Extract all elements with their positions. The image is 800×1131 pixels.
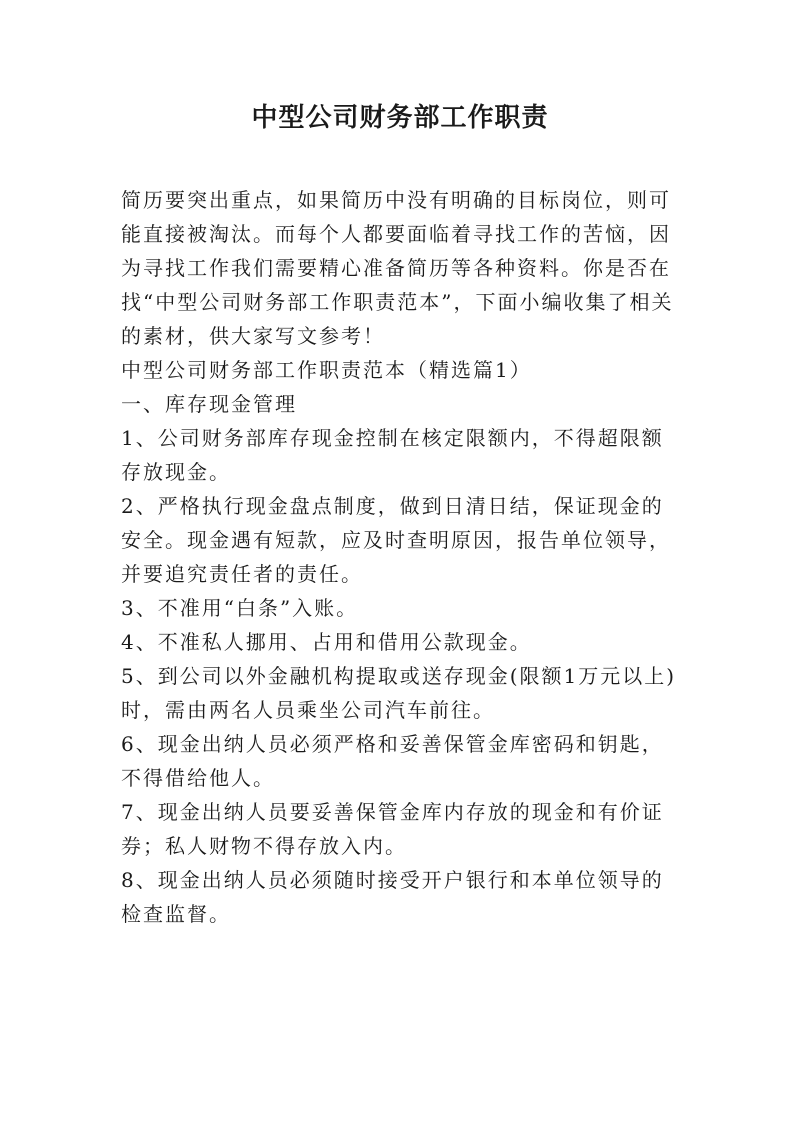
list-item: 1、公司财务部库存现金控制在核定限额内，不得超限额存放现金。 — [121, 426, 664, 484]
list-item: 5、到公司以外金融机构提取或送存现金(限额1万元以上)时，需由两名人员乘坐公司汽车前往。 — [121, 664, 677, 722]
document-title: 中型公司财务部工作职责 — [251, 103, 549, 133]
list-item: 6、现金出纳人员必须严格和妥善保管金库密码和钥匙，不得借给他人。 — [121, 732, 664, 790]
list-item: 2、严格执行现金盘点制度，做到日清日结，保证现金的安全。现金遇有短款，应及时查明原因，报告单位领导，并要追究责任者的责任。 — [121, 494, 671, 586]
list-item: 8、现金出纳人员必须随时接受开户银行和本单位领导的检查监督。 — [121, 868, 664, 926]
section-heading: 中型公司财务部工作职责范本（精选篇1） — [121, 358, 532, 382]
list-item: 3、不准用“白条”入账。 — [121, 596, 359, 620]
document-body — [121, 183, 681, 931]
list-item: 4、不准私人挪用、占用和借用公款现金。 — [121, 630, 532, 654]
list-item: 7、现金出纳人员要妥善保管金库内存放的现金和有价证券；私人财物不得存放入内。 — [121, 800, 664, 858]
subsection-heading: 一、库存现金管理 — [121, 392, 297, 416]
intro-paragraph: 简历要突出重点，如果简历中没有明确的目标岗位，则可能直接被淘汰。而每个人都要面临着寻找工作的苦恼，因为寻找工作我们需要精心准备简历等各种资料。你是否在找“中型公司财务部工作职责范本”，下面小编收集了相关的素材，供大家写文参考！ — [121, 188, 674, 348]
